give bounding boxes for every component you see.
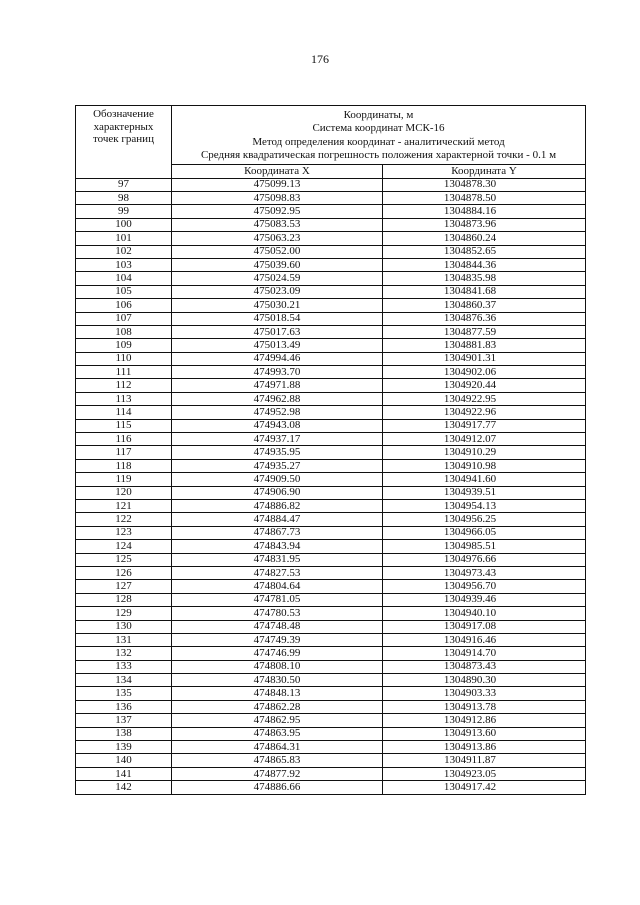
table-row (76, 205, 586, 218)
point-number-cell: 124 (76, 540, 172, 553)
coordinate-y-cell: 1304922.95 (383, 392, 586, 405)
coordinate-x-cell: 475030.21 (172, 299, 383, 312)
coordinate-x-cell: 475099.13 (172, 178, 383, 191)
point-number-cell: 103 (76, 258, 172, 271)
point-number-cell: 138 (76, 727, 172, 740)
point-number-cell: 118 (76, 459, 172, 472)
coordinate-y-cell: 1304910.29 (383, 446, 586, 459)
point-number-cell: 108 (76, 325, 172, 338)
table-row (76, 647, 586, 660)
coordinate-x-cell: 474781.05 (172, 593, 383, 606)
point-number-cell: 116 (76, 433, 172, 446)
coordinate-x-cell: 474863.95 (172, 727, 383, 740)
coordinate-y-cell: 1304912.07 (383, 433, 586, 446)
table-row (76, 566, 586, 579)
coordinate-x-cell: 474808.10 (172, 660, 383, 673)
coordinate-y-cell: 1304852.65 (383, 245, 586, 258)
coordinate-y-cell: 1304956.70 (383, 580, 586, 593)
table-row (76, 419, 586, 432)
coordinate-y-cell: 1304902.06 (383, 366, 586, 379)
point-number-cell: 130 (76, 620, 172, 633)
coordinate-x-cell: 475024.59 (172, 272, 383, 285)
col-x-header: Координата X (172, 164, 383, 178)
coordinate-y-cell: 1304976.66 (383, 553, 586, 566)
table-row (76, 620, 586, 633)
point-number-cell: 115 (76, 419, 172, 432)
table-row (76, 192, 586, 205)
point-number-cell: 126 (76, 566, 172, 579)
coordinate-x-cell: 474877.92 (172, 767, 383, 780)
coordinate-x-cell: 474748.48 (172, 620, 383, 633)
table-row (76, 486, 586, 499)
table-row (76, 553, 586, 566)
table-row (76, 245, 586, 258)
point-number-cell: 99 (76, 205, 172, 218)
coordinate-x-cell: 474971.88 (172, 379, 383, 392)
coordinate-y-cell: 1304881.83 (383, 339, 586, 352)
coordinate-x-cell: 475013.49 (172, 339, 383, 352)
table-row (76, 767, 586, 780)
point-number-cell: 122 (76, 513, 172, 526)
coordinate-x-cell: 474906.90 (172, 486, 383, 499)
table-row (76, 392, 586, 405)
coordinate-y-cell: 1304966.05 (383, 526, 586, 539)
point-number-cell: 101 (76, 232, 172, 245)
table-row (76, 727, 586, 740)
point-number-cell: 136 (76, 700, 172, 713)
coordinate-y-cell: 1304940.10 (383, 607, 586, 620)
coordinate-x-cell: 475063.23 (172, 232, 383, 245)
coordinate-x-cell: 474862.95 (172, 714, 383, 727)
coordinate-x-cell: 474749.39 (172, 633, 383, 646)
point-number-cell: 127 (76, 580, 172, 593)
coordinate-x-cell: 474943.08 (172, 419, 383, 432)
table-row (76, 754, 586, 767)
table-row (76, 687, 586, 700)
coordinate-x-cell: 474993.70 (172, 366, 383, 379)
point-number-cell: 132 (76, 647, 172, 660)
coordinate-y-cell: 1304954.13 (383, 500, 586, 513)
point-number-cell: 104 (76, 272, 172, 285)
point-number-cell: 133 (76, 660, 172, 673)
coordinates-header (172, 106, 586, 165)
coordinate-y-cell: 1304835.98 (383, 272, 586, 285)
coordinates-table (75, 105, 586, 795)
table-row (76, 272, 586, 285)
point-number-cell: 117 (76, 446, 172, 459)
point-number-cell: 110 (76, 352, 172, 365)
table-row (76, 633, 586, 646)
coordinate-x-cell: 474746.99 (172, 647, 383, 660)
col-y-header: Координата Y (383, 164, 586, 178)
point-number-cell: 100 (76, 218, 172, 231)
table-row (76, 232, 586, 245)
coordinate-y-cell: 1304877.59 (383, 325, 586, 338)
coordinate-x-cell: 475023.09 (172, 285, 383, 298)
point-number-cell: 128 (76, 593, 172, 606)
coordinate-x-cell: 474843.94 (172, 540, 383, 553)
table-row (76, 607, 586, 620)
coordinate-x-cell: 474935.27 (172, 459, 383, 472)
coordinate-y-cell: 1304917.08 (383, 620, 586, 633)
coordinate-y-cell: 1304890.30 (383, 674, 586, 687)
point-label-header (76, 106, 172, 179)
point-number-cell: 105 (76, 285, 172, 298)
table-row (76, 593, 586, 606)
coordinate-x-cell: 475018.54 (172, 312, 383, 325)
coordinate-x-cell: 474886.82 (172, 500, 383, 513)
coordinate-y-cell: 1304956.25 (383, 513, 586, 526)
coordinate-x-cell: 475092.95 (172, 205, 383, 218)
table-row (76, 500, 586, 513)
coordinate-y-cell: 1304985.51 (383, 540, 586, 553)
point-number-cell: 107 (76, 312, 172, 325)
table-row (76, 446, 586, 459)
coordinate-x-cell: 474862.28 (172, 700, 383, 713)
point-number-cell: 129 (76, 607, 172, 620)
table-row (76, 580, 586, 593)
coordinate-y-cell: 1304860.24 (383, 232, 586, 245)
point-number-cell: 97 (76, 178, 172, 191)
point-number-cell: 142 (76, 781, 172, 794)
coordinate-y-cell: 1304914.70 (383, 647, 586, 660)
coordinate-y-cell: 1304884.16 (383, 205, 586, 218)
coordinate-y-cell: 1304913.60 (383, 727, 586, 740)
header-left-line: точек границ (93, 133, 154, 146)
point-number-cell: 112 (76, 379, 172, 392)
coordinate-y-cell: 1304901.31 (383, 352, 586, 365)
coordinate-y-cell: 1304939.46 (383, 593, 586, 606)
point-number-cell: 141 (76, 767, 172, 780)
table-row (76, 312, 586, 325)
coordinate-y-cell: 1304923.05 (383, 767, 586, 780)
coordinate-y-cell: 1304876.36 (383, 312, 586, 325)
table-row (76, 674, 586, 687)
coordinate-x-cell: 474830.50 (172, 674, 383, 687)
coordinate-x-cell: 474867.73 (172, 526, 383, 539)
coordinate-x-cell: 474935.95 (172, 446, 383, 459)
point-number-cell: 109 (76, 339, 172, 352)
coordinate-x-cell: 475098.83 (172, 192, 383, 205)
table-row (76, 781, 586, 794)
table-row (76, 433, 586, 446)
coordinate-y-cell: 1304922.96 (383, 406, 586, 419)
point-number-cell: 119 (76, 473, 172, 486)
coordinate-x-cell: 474886.66 (172, 781, 383, 794)
coordinate-y-cell: 1304920.44 (383, 379, 586, 392)
table-header-row (76, 106, 586, 165)
point-number-cell: 137 (76, 714, 172, 727)
coordinate-y-cell: 1304873.96 (383, 218, 586, 231)
table-row (76, 741, 586, 754)
coordinate-x-cell: 475052.00 (172, 245, 383, 258)
coordinate-y-cell: 1304841.68 (383, 285, 586, 298)
coordinate-y-cell: 1304903.33 (383, 687, 586, 700)
coordinate-x-cell: 474827.53 (172, 566, 383, 579)
table-row (76, 178, 586, 191)
point-number-cell: 113 (76, 392, 172, 405)
point-number-cell: 114 (76, 406, 172, 419)
header-method: Метод определения координат - аналитический метод (252, 135, 505, 148)
point-number-cell: 98 (76, 192, 172, 205)
coordinate-x-cell: 474864.31 (172, 741, 383, 754)
coordinate-y-cell: 1304844.36 (383, 258, 586, 271)
coordinate-y-cell: 1304910.98 (383, 459, 586, 472)
coordinate-x-cell: 474804.64 (172, 580, 383, 593)
coordinate-y-cell: 1304913.86 (383, 741, 586, 754)
page-number: 176 (311, 52, 329, 66)
point-number-cell: 125 (76, 553, 172, 566)
table-row (76, 258, 586, 271)
point-number-cell: 135 (76, 687, 172, 700)
coordinate-x-cell: 475039.60 (172, 258, 383, 271)
point-number-cell: 123 (76, 526, 172, 539)
coordinate-x-cell: 474884.47 (172, 513, 383, 526)
coordinate-x-cell: 474780.53 (172, 607, 383, 620)
point-number-cell: 140 (76, 754, 172, 767)
table-row (76, 285, 586, 298)
table-row (76, 339, 586, 352)
header-left-line: Обозначение (93, 108, 154, 120)
coordinate-x-cell: 474848.13 (172, 687, 383, 700)
point-number-cell: 131 (76, 633, 172, 646)
point-number-cell: 106 (76, 299, 172, 312)
table-row (76, 700, 586, 713)
table-row (76, 406, 586, 419)
coordinate-y-cell: 1304912.86 (383, 714, 586, 727)
header-left-line: характерных (93, 120, 154, 133)
coordinate-y-cell: 1304873.43 (383, 660, 586, 673)
coordinate-y-cell: 1304939.51 (383, 486, 586, 499)
point-number-cell: 120 (76, 486, 172, 499)
table-row (76, 352, 586, 365)
table-row (76, 325, 586, 338)
point-number-cell: 111 (76, 366, 172, 379)
coordinate-x-cell: 475083.53 (172, 218, 383, 231)
coordinate-y-cell: 1304916.46 (383, 633, 586, 646)
table-row (76, 473, 586, 486)
coordinate-y-cell: 1304878.30 (383, 178, 586, 191)
coordinate-x-cell: 474962.88 (172, 392, 383, 405)
table-row (76, 366, 586, 379)
table-row (76, 379, 586, 392)
table-row (76, 218, 586, 231)
table-row (76, 299, 586, 312)
coordinate-x-cell: 475017.63 (172, 325, 383, 338)
coordinate-y-cell: 1304860.37 (383, 299, 586, 312)
coordinate-y-cell: 1304917.77 (383, 419, 586, 432)
table-row (76, 540, 586, 553)
header-coordinate-system: Система координат МСК-16 (312, 122, 445, 135)
coordinate-x-cell: 474865.83 (172, 754, 383, 767)
table-row (76, 513, 586, 526)
coordinate-x-cell: 474831.95 (172, 553, 383, 566)
table-row (76, 459, 586, 472)
coordinate-x-cell: 474909.50 (172, 473, 383, 486)
header-accuracy: Средняя квадратическая погрешность положения характерной точки - 0.1 м (200, 149, 557, 162)
coordinate-y-cell: 1304878.50 (383, 192, 586, 205)
point-number-cell: 121 (76, 500, 172, 513)
coordinate-x-cell: 474952.98 (172, 406, 383, 419)
coordinate-y-cell: 1304911.87 (383, 754, 586, 767)
header-title: Координаты, м (343, 109, 414, 121)
coordinate-x-cell: 474994.46 (172, 352, 383, 365)
coordinate-x-cell: 474937.17 (172, 433, 383, 446)
coordinate-y-cell: 1304941.60 (383, 473, 586, 486)
table-row (76, 526, 586, 539)
table-row (76, 660, 586, 673)
point-number-cell: 134 (76, 674, 172, 687)
point-number-cell: 139 (76, 741, 172, 754)
coordinate-y-cell: 1304917.42 (383, 781, 586, 794)
coordinate-y-cell: 1304973.43 (383, 566, 586, 579)
table-row (76, 714, 586, 727)
coordinate-y-cell: 1304913.78 (383, 700, 586, 713)
point-number-cell: 102 (76, 245, 172, 258)
